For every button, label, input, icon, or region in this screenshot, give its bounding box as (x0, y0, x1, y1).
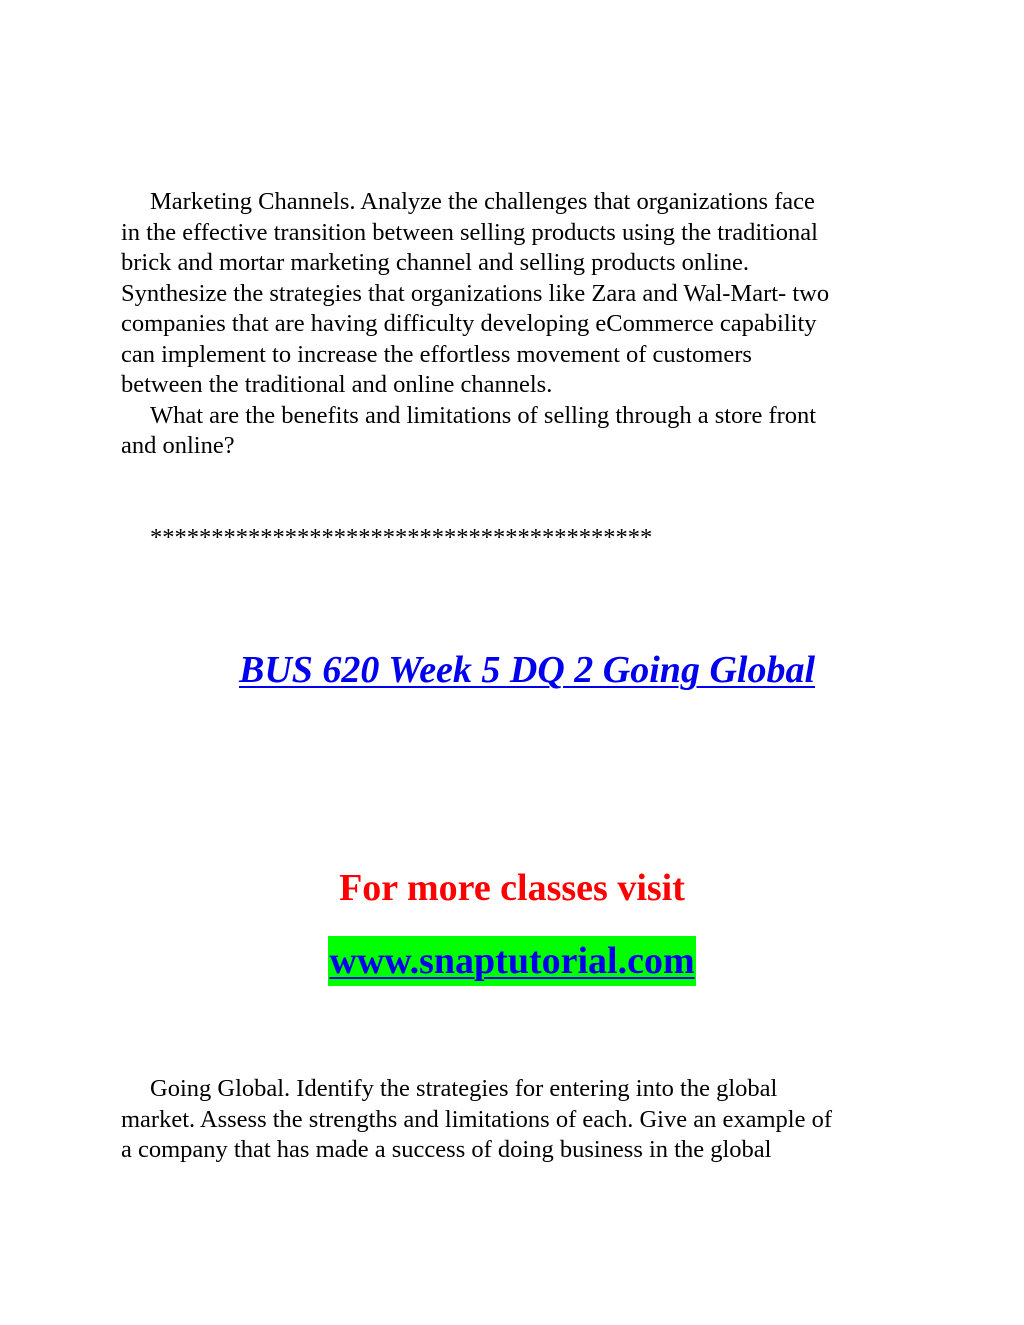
paragraph-line: between the traditional and online channels. (121, 371, 553, 398)
course-heading-link[interactable]: BUS 620 Week 5 DQ 2 Going Global (238, 649, 815, 691)
question-paragraph-marketing-channels (121, 187, 911, 462)
paragraph-line: market. Assess the strengths and limitations of each. Give an example of (121, 1105, 833, 1133)
promo-link-container (0, 936, 1024, 986)
paragraph-line: and online? (121, 432, 235, 459)
paragraph-line: in the effective transition between selling products using the traditional (121, 218, 818, 246)
paragraph-line: companies that are having difficulty developing eCommerce capability (121, 310, 817, 337)
paragraph-line: a company that has made a success of doing business in the global (121, 1136, 772, 1163)
paragraph-line: Marketing Channels. Analyze the challenges that organizations face (150, 188, 815, 215)
paragraph-line: Going Global. Identify the strategies for entering into the global (150, 1075, 778, 1102)
promo-heading: For more classes visit (339, 867, 685, 909)
paragraph-line: can implement to increase the effortless movement of customers (121, 340, 752, 368)
paragraph-line: Synthesize the strategies that organizations like Zara and Wal-Mart- two (121, 279, 830, 307)
course-heading (0, 648, 1024, 692)
website-link[interactable]: www.snaptutorial.com (328, 936, 695, 986)
asterisk-separator: ***************************************** (150, 524, 653, 551)
question-paragraph-going-global (121, 1074, 911, 1166)
paragraph-line: brick and mortar marketing channel and selling products online. (121, 249, 749, 276)
paragraph-line: What are the benefits and limitations of selling through a store front (150, 401, 817, 429)
